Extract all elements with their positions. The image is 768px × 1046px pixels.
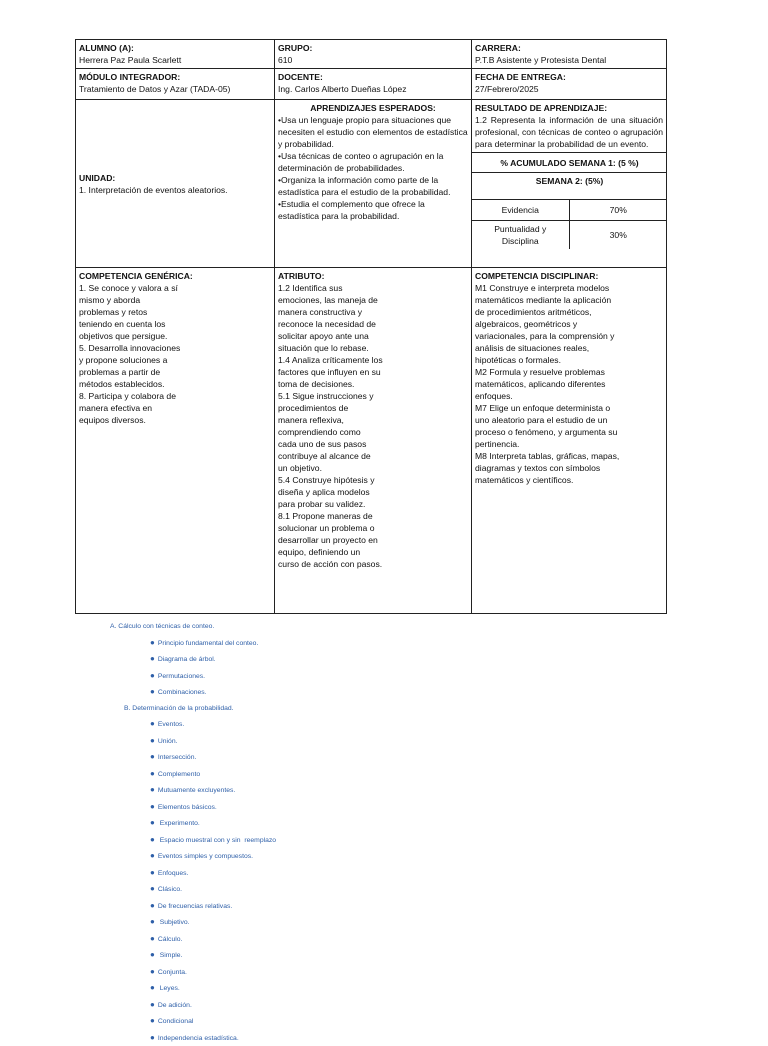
docente-value: Ing. Carlos Alberto Dueñas López [278,83,468,95]
atributo-text: 1.2 Identifica sus emociones, las maneja de manera constructiva y reconoce la necesidad de solicitar apoyo ante una situación que lo rebase. 1.4 Analiza críticamente los factores que influyen en su toma de decisiones. 5.1 Sigue instrucciones y procedimientos de manera reflexiva, comprendiendo como cada uno de sus pasos contribuye al alcance de un objetivo. 5.4 Construye hipótesis y diseña y aplica modelos para probar su validez. 8.1 Propone maneras de solucionar un problema o desarrollar un proyecto en equipo, definiendo un curso de acción con pasos. [278,282,468,570]
bullet-icon: ● [150,901,155,910]
grupo-cell [275,40,472,69]
outline-item [0,881,768,898]
bullet-icon: ● [150,983,155,992]
atributo-label: ATRIBUTO: [278,270,468,282]
outline-item-label: Condicional [158,1018,194,1025]
bullet-icon: ● [150,1016,155,1025]
outline-item-label: Independencia estadística. [158,1035,239,1042]
outline-item-label: Clásico. [158,886,182,893]
outline-item-label: Elementos básicos. [158,804,217,811]
fecha-cell [472,69,667,100]
outline-item-label: De frecuencias relativas. [158,903,232,910]
outline-item-label: Eventos. [158,721,184,728]
competencia-disciplinar-label: COMPETENCIA DISCIPLINAR: [475,270,663,282]
resultado-cell [472,100,667,268]
outline-item [0,848,768,865]
outline-item [0,799,768,816]
outline-item [0,980,768,997]
outline-item [0,898,768,915]
bullet-icon: ● [150,818,155,827]
bullet-icon: ● [150,1033,155,1042]
outline-item-label: Conjunta. [158,969,187,976]
outline-item: ● Principio fundamental del conteo. [0,635,768,652]
unidad-value: 1. Interpretación de eventos aleatorios. [79,184,271,196]
bullet-icon: ● [150,671,155,680]
bullet-icon: ● [150,868,155,877]
outline-item-label: Unión. [158,738,178,745]
docente-cell [275,69,472,100]
bullet-icon: ● [150,802,155,811]
aprendizajes-cell [275,100,472,268]
outline-item: ● Combinaciones. [0,684,768,701]
puntualidad-value: 30% [569,221,667,250]
outline-item [0,1013,768,1030]
competencia-disciplinar-cell [472,268,667,614]
bullet-icon: ● [150,752,155,761]
section-b-heading: B. Determinación de la probabilidad. [0,701,768,717]
bullet-icon: ● [150,769,155,778]
atributo-cell [275,268,472,614]
aprendizaje-item: •Usa un lenguaje propio para situaciones que necesiten el estudio con elementos de estadística y probabilidad. [278,114,468,150]
grupo-value: 610 [278,54,468,66]
evaluation-table [472,152,667,249]
bullet-icon: ● [150,654,155,663]
aprendizajes-title: APRENDIZAJES ESPERADOS: [278,102,468,114]
bullet-icon: ● [150,736,155,745]
fecha-value: 27/Febrero/2025 [475,83,663,95]
bullet-icon: ● [150,851,155,860]
outline-item: ● Permutaciones. [0,668,768,685]
outline-item [0,964,768,981]
outline-item [0,716,768,733]
alumno-value: Herrera Paz Paula Scarlett [79,54,271,66]
outline-item-label: Cálculo. [158,936,183,943]
resultado-text: 1.2 Representa la información de una situación profesional, con técnicas de conteo o agrupación para determinar la probabilidad de un evento. [475,114,663,150]
outline-item [0,832,768,849]
bullet-icon: ● [150,934,155,943]
carrera-label: CARRERA: [475,42,663,54]
evidencia-label: Evidencia [472,200,569,221]
outline-item-label: Mutuamente excluyentes. [158,787,235,794]
modulo-label: MÓDULO INTEGRADOR: [79,71,271,83]
bullet-icon: ● [150,785,155,794]
aprendizaje-item: •Usa técnicas de conteo o agrupación en la determinación de probabilidades. [278,150,468,174]
outline-item [0,931,768,948]
outline-item [0,733,768,750]
unidad-label: UNIDAD: [79,172,271,184]
outline-item [0,997,768,1014]
outline-item-label: Subjetivo. [158,919,190,926]
docente-label: DOCENTE: [278,71,468,83]
outline-item-label: Simple. [158,952,183,959]
semana2-label: SEMANA 2: (5%) [472,173,667,200]
modulo-cell [76,69,275,100]
evidencia-value: 70% [569,200,667,221]
topic-outline [0,619,768,1046]
outline-item [0,766,768,783]
bullet-icon: ● [150,638,155,647]
competencia-generica-cell [76,268,275,614]
aprendizaje-item: •Organiza la información como parte de la estadística para el estudio de la probabilidad. [278,174,468,198]
alumno-cell [76,40,275,69]
fecha-label: FECHA DE ENTREGA: [475,71,663,83]
bullet-icon: ● [150,884,155,893]
outline-item [0,914,768,931]
grupo-label: GRUPO: [278,42,468,54]
aprendizaje-item: •Estudia el complemento que ofrece la estadística para la probabilidad. [278,198,468,222]
bullet-icon: ● [150,950,155,959]
outline-item-label: Espacio muestral con y sin reemplazo [158,837,276,844]
puntualidad-label: Puntualidad y Disciplina [472,221,569,250]
semana1-label: % ACUMULADO SEMANA 1: (5 %) [472,153,667,173]
outline-item-label: Enfoques. [158,870,189,877]
outline-item [0,1030,768,1046]
course-info-table [75,39,667,614]
outline-item-label: Intersección. [158,754,197,761]
unidad-cell [76,100,275,268]
outline-item-label: Leyes. [158,985,180,992]
section-a-heading: A. Cálculo con técnicas de conteo. [0,619,768,635]
section-b-list [0,716,768,1046]
outline-item-label: Experimento. [158,820,200,827]
outline-item: ● Diagrama de árbol. [0,651,768,668]
competencia-disciplinar-text: M1 Construye e interpreta modelos matemáticos mediante la aplicación de procedimientos aritméticos, algebraicos, geométricos y variacionales, para la comprensión y análisis de situaciones reales, hipotéticas o formales. M2 Formula y resuelve problemas matemáticos, aplicando diferentes enfoques. M7 Elige un enfoque determinista o uno aleatorio para el estudio de un proceso o fenómeno, y argumenta su pertinencia. M8 Interpreta tablas, gráficas, mapas, diagramas y textos con símbolos matemáticos y científicos. [475,282,663,486]
outline-item-label: De adición. [158,1002,192,1009]
carrera-cell [472,40,667,69]
outline-item-label: Complemento [158,771,200,778]
outline-item [0,749,768,766]
resultado-label: RESULTADO DE APRENDIZAJE: [475,102,663,114]
bullet-icon: ● [150,917,155,926]
outline-item [0,782,768,799]
bullet-icon: ● [150,687,155,696]
bullet-icon: ● [150,719,155,728]
outline-item [0,815,768,832]
competencia-generica-text: 1. Se conoce y valora a sí mismo y aborda problemas y retos teniendo en cuenta los objetivos que persigue. 5. Desarrolla innovaciones y propone soluciones a problemas a partir de métodos establecidos. 8. Participa y colabora de manera efectiva en equipos diversos. [79,282,271,426]
outline-item [0,947,768,964]
modulo-value: Tratamiento de Datos y Azar (TADA-05) [79,83,271,95]
competencia-generica-label: COMPETENCIA GENÉRICA: [79,270,271,282]
outline-item-label: Eventos simples y compuestos. [158,853,253,860]
outline-item [0,865,768,882]
alumno-label: ALUMNO (A): [79,42,271,54]
bullet-icon: ● [150,1000,155,1009]
bullet-icon: ● [150,835,155,844]
carrera-value: P.T.B Asistente y Protesista Dental [475,54,663,66]
bullet-icon: ● [150,967,155,976]
